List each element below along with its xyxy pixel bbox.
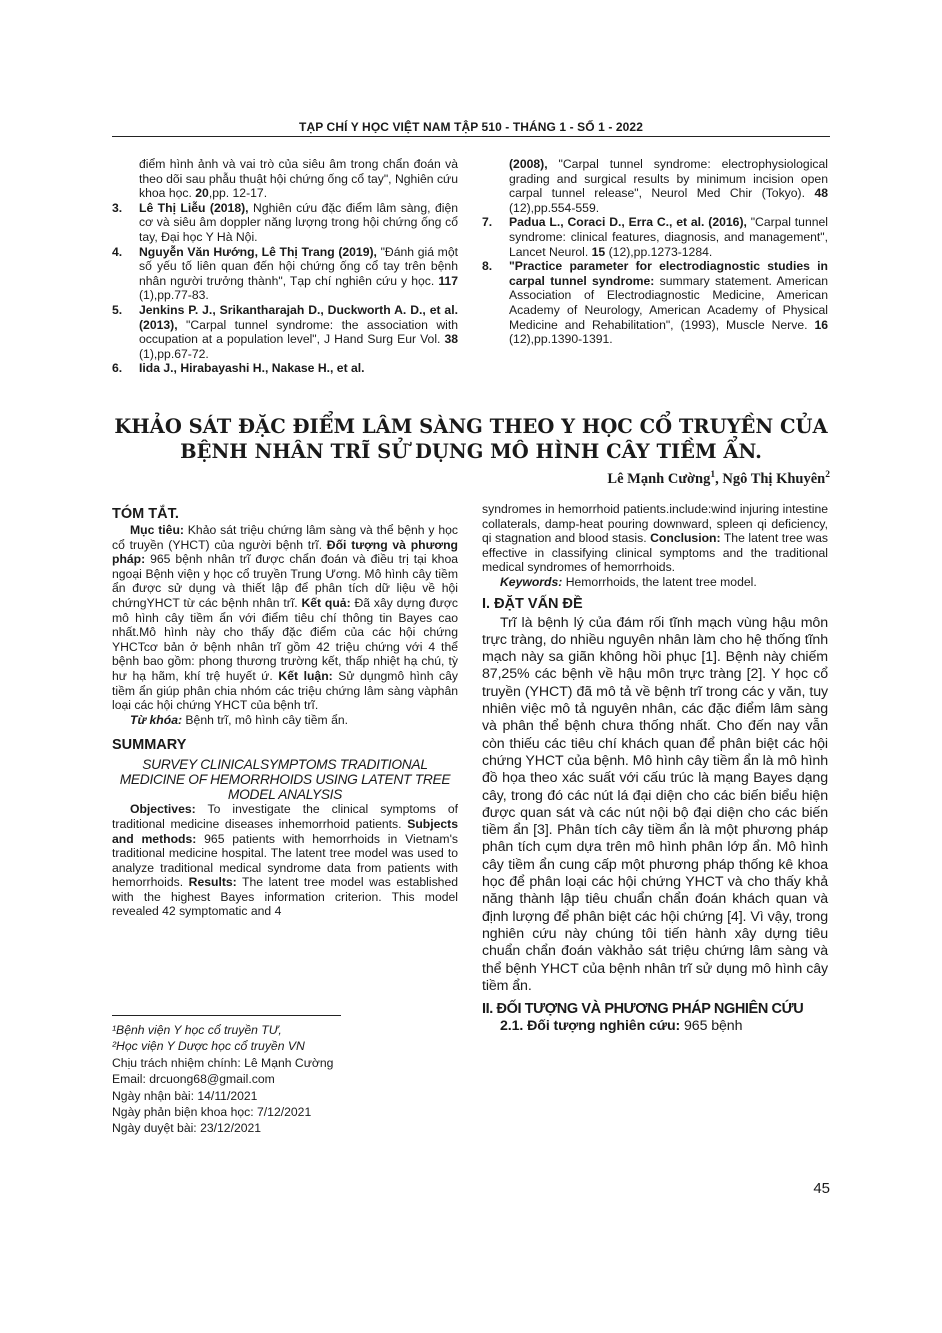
reference-5: 5. Jenkins P. J., Srikantharajah D., Duckworth A. D., et al. (2013), "Carpal tunnel syndrome: the association with occupation at a population level", J Hand Surg Eur Vol. 38 (1),pp.67-72. <box>112 302 458 361</box>
author-1-affiliation: 1 <box>710 470 716 480</box>
references-left-column <box>112 157 458 376</box>
author-1: Lê Mạnh Cường <box>607 470 711 487</box>
journal-running-header: TẠP CHÍ Y HỌC VIỆT NAM TẬP 510 - THÁNG 1 - SỐ 1 - 2022 <box>299 120 643 134</box>
section-1-heading: I. ĐẶT VẤN ĐỀ <box>482 595 583 612</box>
reference-3: 3. Lê Thị Liễu (2018), Nghiên cứu đặc điểm lâm sàng, điện cơ và siêu âm doppler năng lượng trong hội chứng ống cổ tay, Đại học Y Hà Nội. <box>112 200 459 244</box>
article-title <box>112 414 830 464</box>
reference-2-continued: điểm hình ảnh và vai trò của siêu âm trong chẩn đoán và theo dõi sau phẫu thuật hội chứng ống cổ tay", Nghiên cứu khoa học. 20,pp. 12-17. <box>139 157 458 201</box>
abstract-vi-heading: TÓM TẮT. <box>112 506 179 522</box>
section-2-1-text: 2.1. Đối tượng nghiên cứu: 965 bệnh <box>500 1018 743 1035</box>
author-2-affiliation: 2 <box>825 470 830 480</box>
date-accepted: Ngày duyệt bài: 23/12/2021 <box>112 1121 262 1136</box>
reference-6: 6. Iida J., Hirabayashi H., Nakase H., et al. <box>112 361 365 376</box>
abstract-vi-text: Mục tiêu: Khảo sát triệu chứng lâm sàng và thể bệnh y học cổ truyền (YHCT) của người bệnh trĩ. Đối tượng và phương pháp: 965 bệnh nhân trĩ được chẩn đoán và điều trị tại khoa ngoại Bệnh viện y học cổ truyền Trung Ương. Mô hình cây tiềm ẩn được sử dụng và thiết lập để phân tích dữ liệu về hội chứngYHCT từ các bệnh nhân trĩ. Kết quả: Đã xây dựng được mô hình cây tiềm ẩn với điểm tiêu chí thông tin Bayes cao nhất.Mô hình này cho thấy đặc điểm của các hội chứng YHCTcơ bản ở bệnh nhân trĩ gồm 42 triệu chứng với 4 thể bệnh bao gồm: phong thương trường kết, thấp nhiệt hạ chú, tỳ hư hạ hãm, khí trệ huyết ứ. Kết luận: Sử dụngmô hình cây tiềm ẩn giúp phân chia nhóm các triệu chứng lâm sàng vàphân loại các hội chứng YHCT của bệnh trĩ. <box>112 523 459 713</box>
summary-keywords: Keywords: Hemorrhoids, the latent tree model. <box>500 574 757 589</box>
footnotes <box>112 1022 458 1137</box>
affiliation-2: ²Học viện Y Dược học cổ truyền VN <box>112 1039 305 1054</box>
body-column <box>482 502 828 1035</box>
summary-title: SURVEY CLINICALSYMPTOMS TRADITIONAL MEDICINE OF HEMORRHOIDS USING LATENT TREE MODEL ANALYSIS <box>119 757 451 803</box>
header-rule <box>112 136 830 137</box>
reference-8: 8. "Practice parameter for electrodiagnostic studies in carpal tunnel syndrome: summary statement. American Association of Electrodiagnostic Medicine, American Academy of Neurology, American Academy of Physical Medicine and Rehabilitation", (1993), Muscle Nerve. 16 (12),pp.1390-1391. <box>482 259 828 347</box>
footnote-rule <box>112 1015 341 1016</box>
affiliation-1: ¹Bệnh viện Y học cổ truyền TƯ, <box>112 1023 282 1037</box>
summary-text: Objectives: To investigate the clinical symptoms of traditional medicine diseases inhemorrhoid patients. Subjects and methods: 965 patients with hemorrhoids in Vietnam's traditional medicine hospital. The latent tree model was used to analyze traditional medical syndrome data from patients with hemorrhoids. Results: The latent tree model was established with the highest Bayes information criterion. This model revealed 42 symptomatic and 4 <box>112 802 459 919</box>
date-reviewed: Ngày phản biện khoa học: 7/12/2021 <box>112 1105 312 1120</box>
reference-7: 7. Padua L., Coraci D., Erra C., et al. (2016), "Carpal tunnel syndrome: clinical features, diagnosis, and management", Lancet Neurol. 15 (12),pp.1273-1284. <box>482 215 828 259</box>
section-2-heading: II. ĐỐI TƯỢNG VÀ PHƯƠNG PHÁP NGHIÊN CỨU <box>482 1001 804 1018</box>
page-number: 45 <box>813 1180 830 1197</box>
article-authors: Lê Mạnh Cường$^1$, Ngô Thị Khuyên$^2$ <box>607 470 830 487</box>
reference-6-continued: (2008), "Carpal tunnel syndrome: electrophysiological grading and surgical results by minimum incision open carpal tunnel release", Neurol Med Chir (Tokyo). 48 (12),pp.554-559. <box>509 157 828 215</box>
corresponding-author: Chịu trách nhiệm chính: Lê Mạnh Cường <box>112 1055 334 1070</box>
summary-heading: SUMMARY <box>112 737 187 754</box>
abstract-column <box>112 505 458 919</box>
article-title-line-1: KHẢO SÁT ĐẶC ĐIỂM LÂM SÀNG THEO Y HỌC CỔ TRUYỀN CỦA <box>114 415 828 438</box>
section-1-text: Trĩ là bệnh lý của đám rối tĩnh mạch vùng hậu môn trực tràng, do nhiều nguyên nhân làm cho hệ thống tĩnh mạch này sa giãn không hồi phục [1]. Bệnh này chiếm 87,25% các bệnh về hậu môn trực tràng [2]. Y học cổ truyền (YHCT) đã mô tả về bệnh trĩ trong các y văn, tuy nhiên việc mô tả nguyên nhân, các đặc điểm lâm sàng và phân thể bệnh chưa thống nhất. Cho đến nay vẫn còn thiếu các tiêu chí khách quan để phân biệt các hội chứng YHCT của bệnh. Mô hình cây tiềm ẩn là mô hình đồ họa theo xác suất với cấu trúc là mạng Bayes dạng cây, trong đó các nút lá đại diện cho các biến biểu hiện được quan sát và các nút nội bộ đại diện cho các biến tiềm ẩn [3]. Phân tích cây tiềm ẩn là một phương pháp phân tích cụm dựa trên mô hình phân lớp ẩn. Mô hình cây tiềm ẩn cung cấp một phương pháp thống kê khoa học để phân loại các hội chứng YHCT và cho thấy khả năng thành lập tiêu chuẩn chẩn đoán khách quan và định lượng để phân biệt các hội chứng [4]. Vì vậy, trong nghiên cứu này chúng tôi tiến hành xây dựng tiêu chuẩn chẩn đoán vàkhảo sát triệu chứng lâm sàng và thể bệnh YHCT của bệnh nhân trĩ sử dụng mô hình cây tiềm ẩn. <box>482 614 828 994</box>
reference-4: 4. Nguyễn Văn Hướng, Lê Thị Trang (2019), "Đánh giá một số yếu tố liên quan đến hội chứng ống cổ tay trên bệnh nhân người trưởng thành", Tạp chí nghiên cứu y học. 117 (1),pp.77-83. <box>112 244 458 303</box>
author-2: Ngô Thị Khuyên <box>722 470 826 487</box>
article-title-line-2: BỆNH NHÂN TRĨ SỬ DỤNG MÔ HÌNH CÂY TIỀM ẨN. <box>180 440 762 463</box>
references-right-column <box>482 157 828 347</box>
author-email: Email: drcuong68@gmail.com <box>112 1072 275 1087</box>
date-received: Ngày nhận bài: 14/11/2021 <box>112 1088 258 1103</box>
summary-text-continued: syndromes in hemorrhoid patients.include:wind injuring intestine collaterals, damp-heat pouring downward, spleen qi deficiency, qi stagnation and blood stasis. Conclusion: The latent tree was effective in classifying clinical symptoms and the traditional medical syndromes of hemorrhoids. <box>482 502 828 575</box>
abstract-vi-keywords: Từ khóa: Bệnh trĩ, mô hình cây tiềm ẩn. <box>130 712 349 727</box>
